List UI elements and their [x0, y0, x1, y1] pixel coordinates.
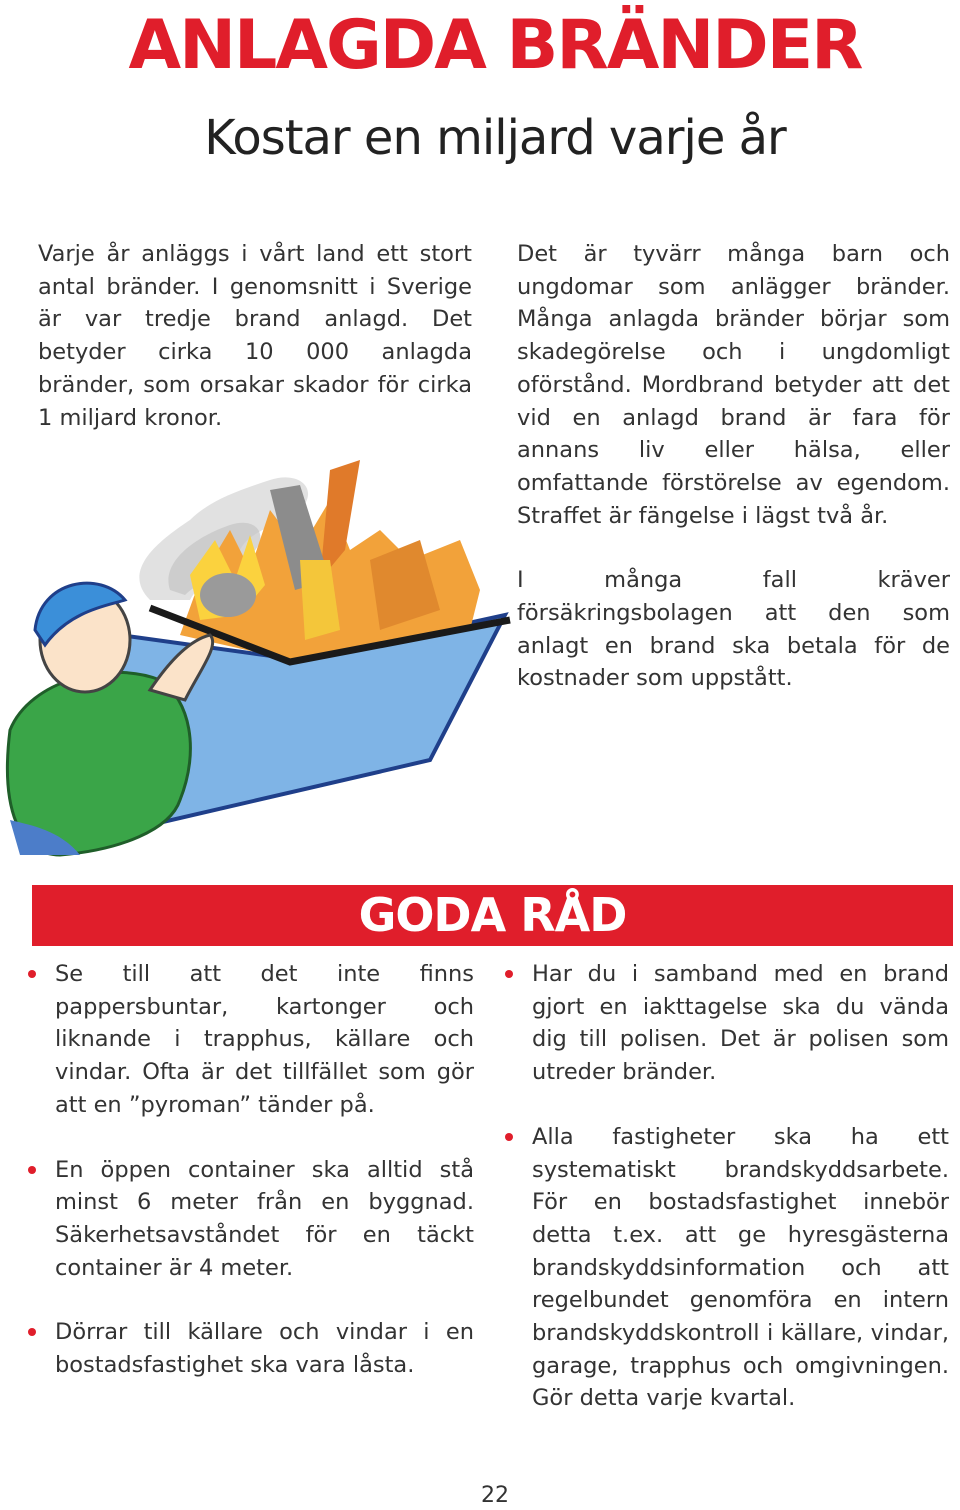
advice-left-column	[28, 958, 474, 1414]
list-item	[28, 1316, 474, 1381]
list-item	[505, 958, 949, 1089]
bullet-icon	[28, 1166, 36, 1174]
page-title: ANLAGDA BRÄNDER	[128, 6, 862, 85]
advice-right-column	[505, 958, 949, 1447]
intro-paragraph: Varje år anläggs i vårt land ett stort antal bränder. I genomsnitt i Sverige är var tredje brand anlagd. Det betyder cirka 10 000 anlagda bränder, som orsakar skador för cirka 1 miljard kronor.	[38, 241, 472, 431]
intro-paragraph: Det är tyvärr många barn och ungdomar som anlägger bränder. Många anlagda bränder börjar som skadegörelse och i ungdomligt oförstånd. Mordbrand betyder att det vid en anlagd brand är fara för annans liv eller hälsa, eller omfattande förstörelse av egendom. Straffet är fängelse i lägst två år.	[517, 241, 950, 529]
page-subtitle: Kostar en miljard varje år	[204, 110, 786, 166]
tip-text: Dörrar till källare och vindar i en bostadsfastighet ska vara låsta.	[55, 1319, 474, 1379]
intro-right-column	[517, 238, 950, 727]
tip-text: Har du i samband med en brand gjort en iakttagelse ska du vända dig till polisen. Det är polisen som utreder bränder.	[532, 961, 949, 1086]
bullet-icon	[505, 1133, 513, 1141]
bullet-icon	[505, 970, 513, 978]
container-fire-illustration	[0, 430, 520, 860]
list-item	[505, 1121, 949, 1415]
tip-text: Alla fastigheter ska ha ett systematiskt brandskyddsarbete. För en bostadsfastighet innebör detta t.ex. att ge hyresgästerna brandskyddsinformation och att regelbundet genomföra en intern brandskyddskontroll i källare, vindar, garage, trapphus och omgivningen. Gör detta varje kvartal.	[532, 1123, 949, 1412]
bullet-icon	[28, 1328, 36, 1336]
debris	[200, 573, 256, 617]
advice-heading: GODA RÅD	[358, 888, 627, 942]
list-item	[28, 1154, 474, 1285]
tip-text: En öppen container ska alltid stå minst 6 meter från en byggnad. Säkerhetsavståndet för en täckt container är 4 meter.	[55, 1156, 474, 1281]
bullet-icon	[28, 970, 36, 978]
list-item	[28, 958, 474, 1122]
page-number: 22	[481, 1483, 509, 1508]
tip-text: Se till att det inte finns pappersbuntar, kartonger och liknande i trapphus, källare och vindar. Ofta är det tillfället som gör att en ”pyroman” tänder på.	[55, 961, 474, 1118]
intro-paragraph: I många fall kräver försäkringsbolagen att den som anlagt en brand ska betala för de kostnader som uppstått.	[517, 567, 950, 692]
